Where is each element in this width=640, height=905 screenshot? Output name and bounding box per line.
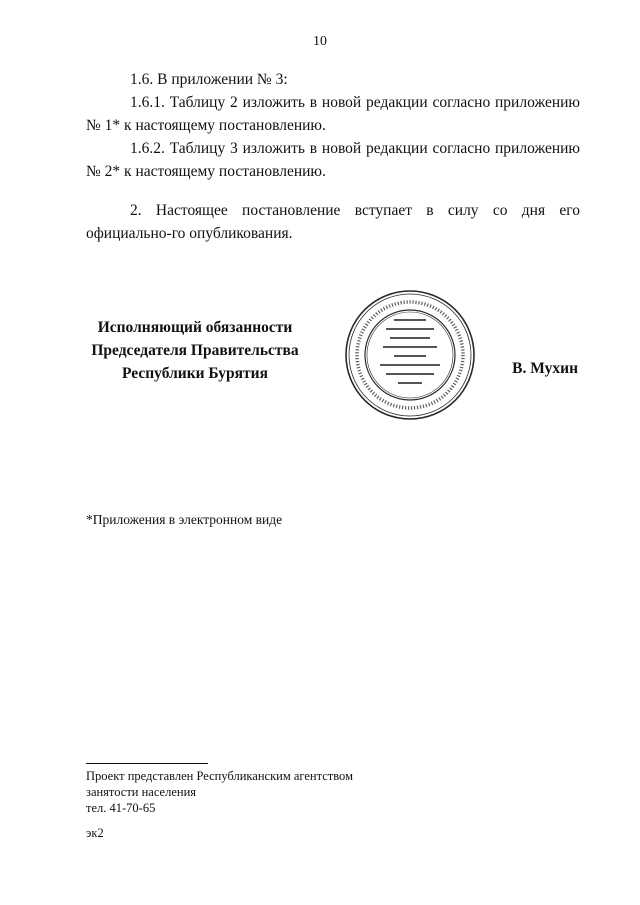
signatory-title-line-3: Республики Бурятия (122, 365, 268, 382)
paragraph-1-6: 1.6. В приложении № 3: (130, 71, 288, 88)
seal-graphic (340, 286, 480, 424)
footer-divider (86, 763, 208, 764)
official-seal-stamp (340, 286, 480, 424)
signer-name: В. Мухин (512, 360, 578, 377)
footer-line-2: занятости населения (86, 785, 197, 799)
paragraph-2: 2. Настоящее постановление вступает в силу со дня его официально-го опубликования. (86, 202, 580, 242)
footer-code: эк2 (86, 826, 104, 840)
signatory-title-line-1: Исполняющий обязанности (97, 319, 293, 336)
document-body (86, 68, 580, 245)
signatory-title-line-2: Председателя Правительства (91, 342, 299, 359)
footer-info (86, 768, 353, 816)
paragraph-1-6-1: 1.6.1. Таблицу 2 изложить в новой редакции согласно приложению № 1* к настоящему постановлению. (86, 94, 580, 134)
appendix-note: *Приложения в электронном виде (86, 512, 283, 527)
page-number: 10 (313, 34, 327, 49)
signatory-title (88, 316, 302, 385)
paragraph-1-6-2: 1.6.2. Таблицу 3 изложить в новой редакции согласно приложению № 2* к настоящему постановлению. (86, 140, 580, 180)
footer-line-1: Проект представлен Республиканским агентством (86, 769, 353, 783)
footer-phone: тел. 41-70-65 (86, 801, 156, 815)
